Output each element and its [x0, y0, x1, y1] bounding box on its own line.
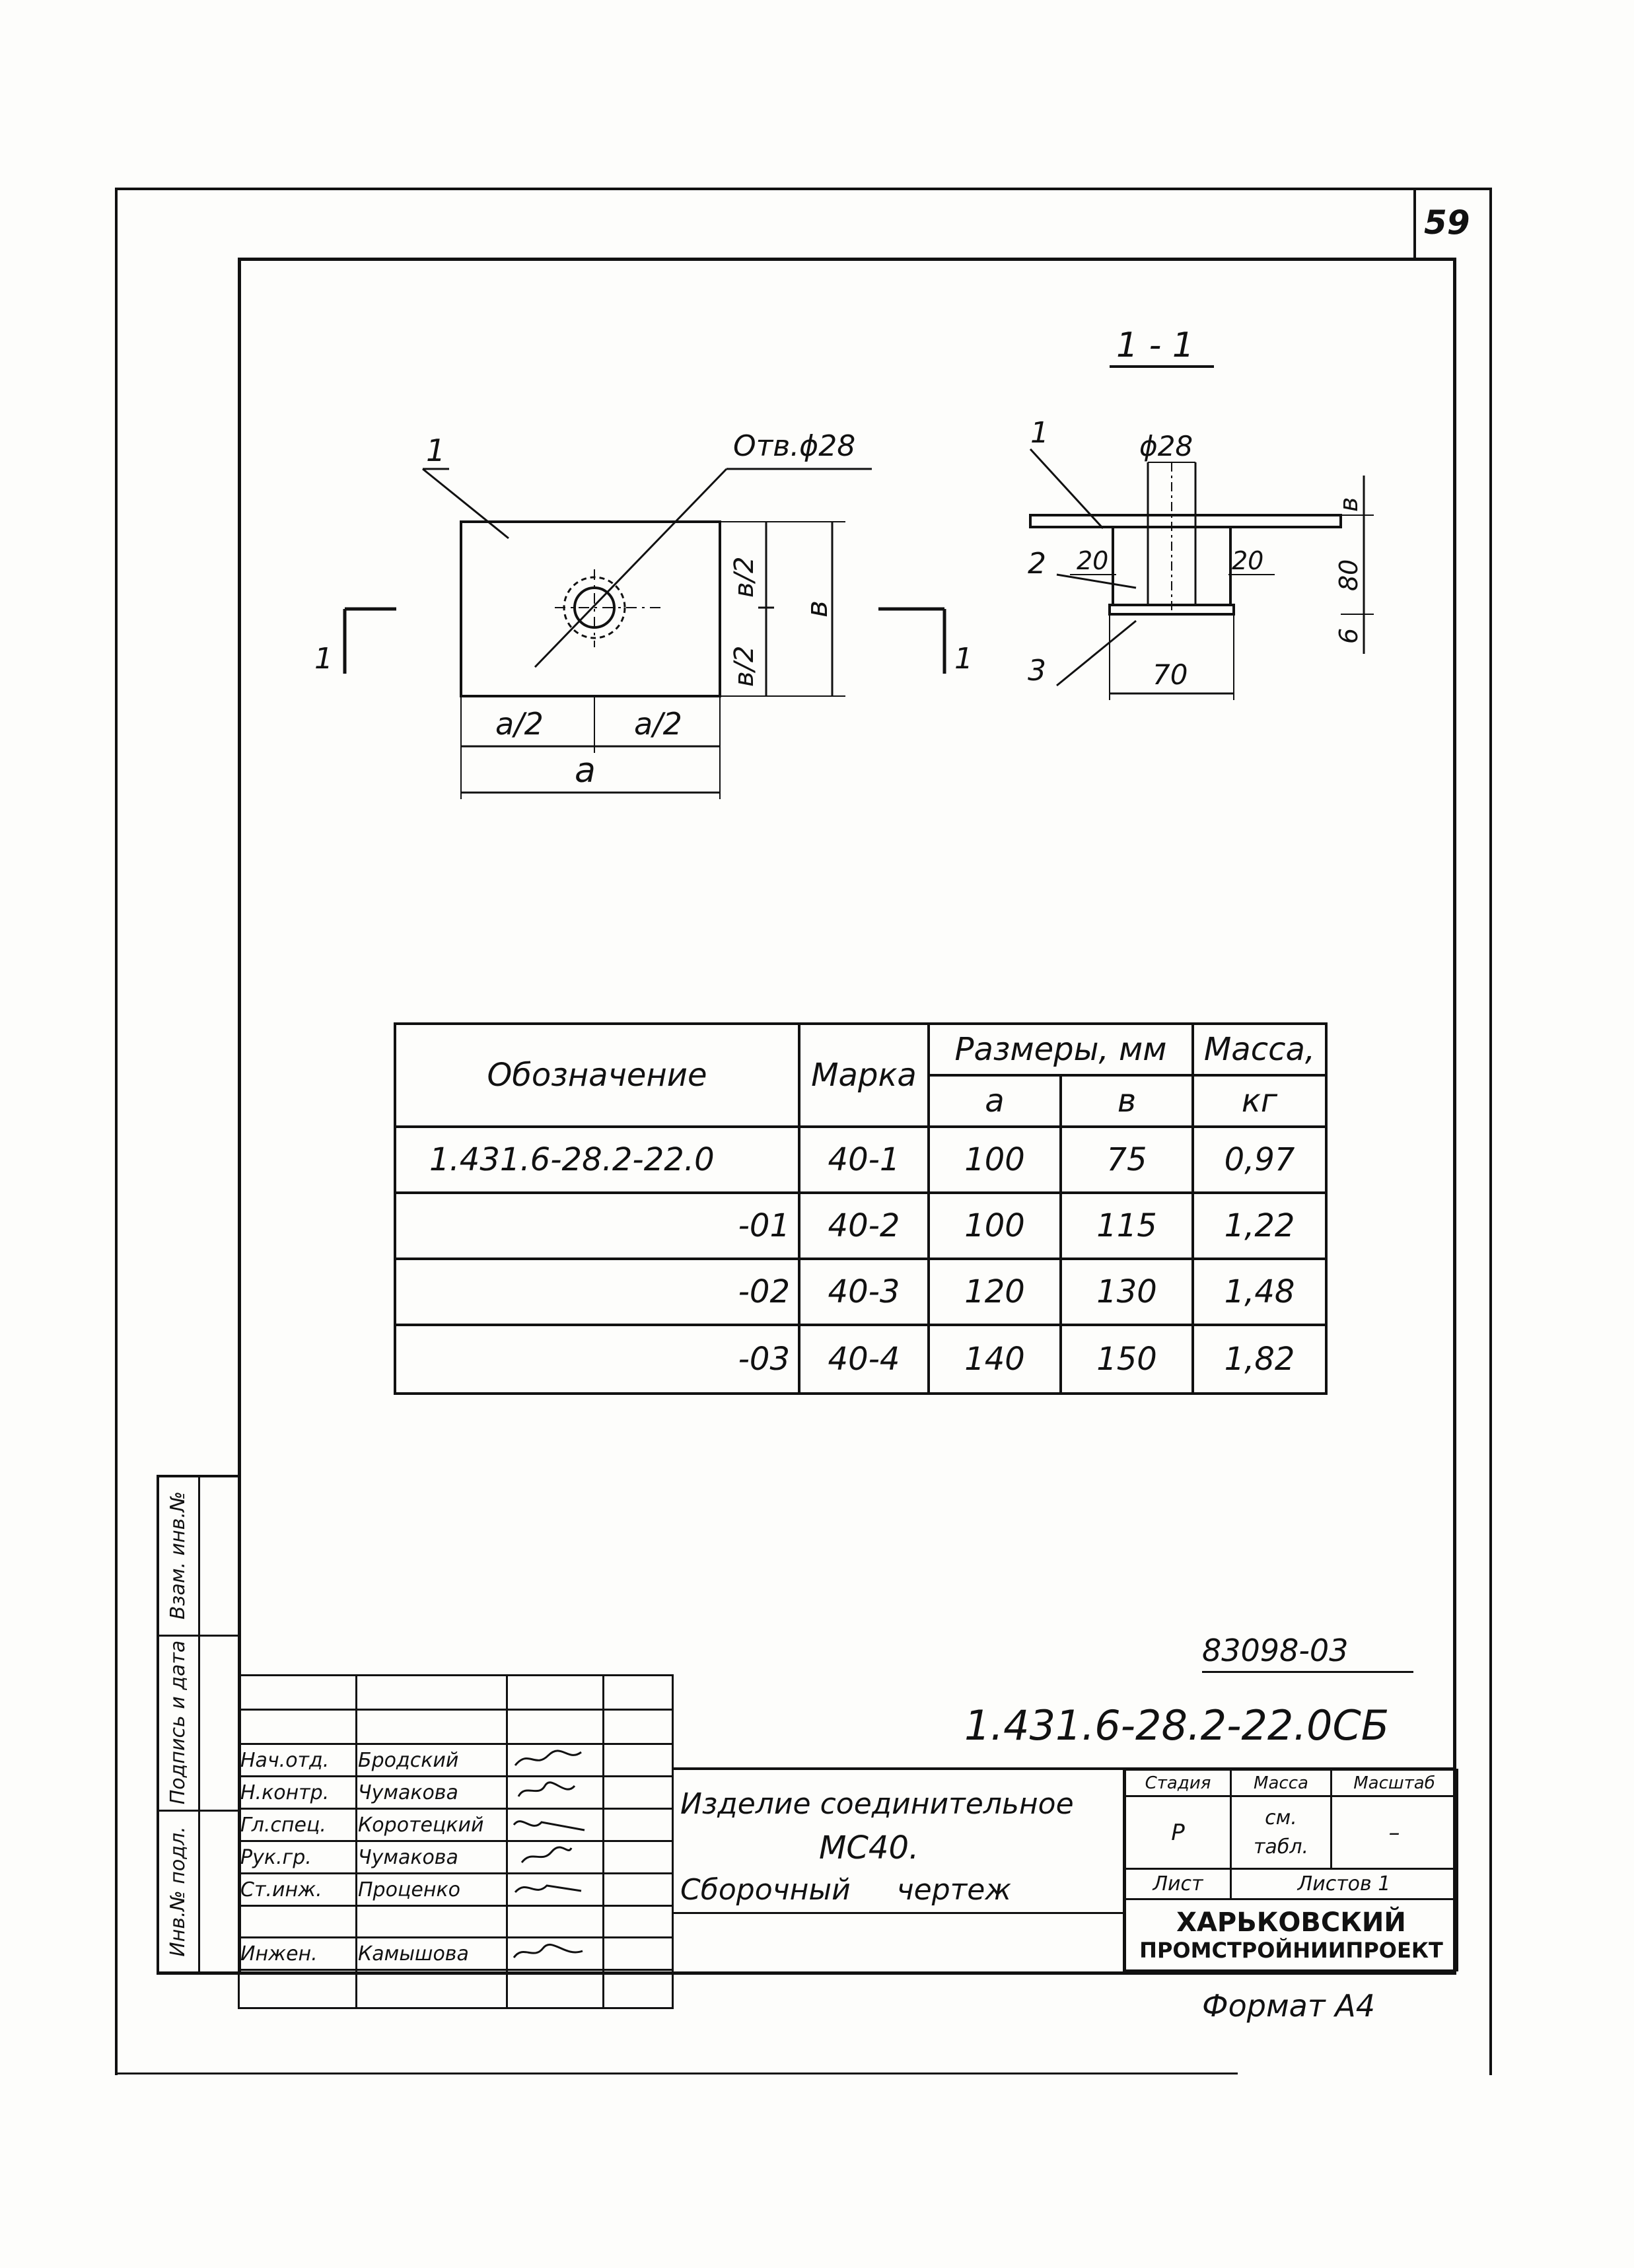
- tb-name-bottom: [672, 1912, 1123, 1914]
- sheet-label: Лист: [1125, 1869, 1231, 1899]
- title-block-people: [238, 1674, 674, 2009]
- frame-inner-right: [1453, 258, 1456, 1973]
- dim-a: a: [575, 751, 596, 791]
- frame-outer-left: [115, 188, 118, 2075]
- sheets-label: Листов 1: [1231, 1869, 1458, 1899]
- signature-2: [509, 1778, 588, 1804]
- header-mass-2: кг: [1193, 1075, 1326, 1127]
- ref-number: 83098-03: [1202, 1633, 1349, 1668]
- table-row: -02 40-3 120 130 1,48: [395, 1259, 1326, 1325]
- product-name-line3: Сборочный чертеж: [680, 1873, 1011, 1907]
- section-label-2: 2: [1028, 547, 1046, 581]
- side-stamp-div2: [157, 1810, 241, 1812]
- person-row: Гл.спец. Коротецкий: [239, 1809, 673, 1841]
- section-drawing: [1004, 310, 1374, 720]
- hole-label: Отв.ϕ28: [733, 429, 856, 463]
- mass-value-1: см.: [1265, 1806, 1297, 1829]
- section-label-3: 3: [1028, 654, 1046, 688]
- plan-drawing: [291, 396, 991, 819]
- signature-1: [509, 1746, 588, 1772]
- section-marker-right: 1: [954, 642, 973, 676]
- product-name-line2: МС40.: [819, 1829, 919, 1866]
- dim-b-half-top: в/2: [729, 556, 760, 598]
- person-row: Инжен. Камышова: [239, 1938, 673, 1970]
- frame-inner-top: [238, 258, 1453, 261]
- header-mark: Марка: [799, 1024, 929, 1127]
- person-row: Н.контр. Чумакова: [239, 1777, 673, 1809]
- page-number-box-left: [1413, 188, 1416, 258]
- side-stamp-signature: Подпись и дата: [166, 1640, 190, 1805]
- scale-value: –: [1332, 1796, 1458, 1869]
- header-b: в: [1061, 1075, 1193, 1127]
- header-mass-1: Масса,: [1193, 1024, 1326, 1075]
- format-label: Формат А4: [1202, 1988, 1375, 2024]
- mass-header: Масса: [1231, 1770, 1332, 1796]
- dim-80: 80: [1334, 559, 1363, 591]
- frame-outer-bottom: [115, 2073, 1238, 2074]
- section-diameter: ϕ28: [1139, 430, 1193, 462]
- header-designation: Обозначение: [395, 1024, 799, 1127]
- header-sizes: Размеры, мм: [929, 1024, 1193, 1075]
- frame-outer-right: [1489, 188, 1492, 2075]
- dim-b-half-bottom: в/2: [729, 645, 760, 687]
- page-number: 59: [1424, 203, 1470, 242]
- stage-header: Стадия: [1125, 1770, 1231, 1796]
- frame-outer-top: [115, 188, 1492, 190]
- signature-7: [509, 1939, 588, 1966]
- signature-5: [509, 1875, 588, 1901]
- person-row: Ст.инж. Проценко: [239, 1874, 673, 1906]
- section-label-1: 1: [1030, 416, 1049, 450]
- dim-a-half-right: a/2: [634, 706, 682, 742]
- side-stamp-replace: Взам. инв.№: [166, 1491, 190, 1620]
- dim-70: 70: [1153, 658, 1188, 691]
- org-name-1: ХАРЬКОВСКИЙ: [1176, 1907, 1406, 1938]
- side-stamp-inv: Инв.№ подл.: [166, 1826, 190, 1957]
- section-marker-left: 1: [314, 642, 333, 676]
- ref-number-underline: [1202, 1671, 1413, 1673]
- header-a: a: [929, 1075, 1061, 1127]
- dim-20-left: 20: [1077, 546, 1109, 575]
- dim-b-section: в: [1334, 497, 1363, 512]
- side-stamp-mid: [198, 1475, 200, 1973]
- table-row: -01 40-2 100 115 1,22: [395, 1193, 1326, 1259]
- table-row: -03 40-4 140 150 1,82: [395, 1325, 1326, 1394]
- person-row: [239, 1906, 673, 1938]
- org-name-2: ПРОМСТРОЙНИИПРОЕКТ: [1139, 1937, 1443, 1963]
- mass-value-2: табл.: [1253, 1835, 1309, 1859]
- dim-b: в: [800, 600, 834, 618]
- signature-3: [509, 1810, 588, 1837]
- drawing-code: 1.431.6-28.2-22.0СБ: [964, 1701, 1390, 1750]
- signature-4: [509, 1843, 588, 1869]
- spec-table: [394, 1022, 1328, 1395]
- product-name-line1: Изделие соединительное: [680, 1787, 1074, 1821]
- part-label: 1: [426, 433, 446, 468]
- side-stamp-left: [157, 1475, 159, 1973]
- person-row: Нач.отд. Бродский: [239, 1744, 673, 1777]
- stage-mass-scale: [1124, 1769, 1458, 1971]
- stage-value: Р: [1125, 1796, 1231, 1869]
- dim-a-half-left: a/2: [495, 706, 544, 742]
- dim-6: 6: [1334, 627, 1363, 644]
- table-row: 1.431.6-28.2-22.0 40-1 100 75 0,97: [395, 1127, 1326, 1193]
- scale-header: Масштаб: [1332, 1770, 1458, 1796]
- dim-20-right: 20: [1232, 546, 1264, 575]
- section-title: 1 - 1: [1116, 326, 1194, 365]
- person-row: Рук.гр. Чумакова: [239, 1841, 673, 1874]
